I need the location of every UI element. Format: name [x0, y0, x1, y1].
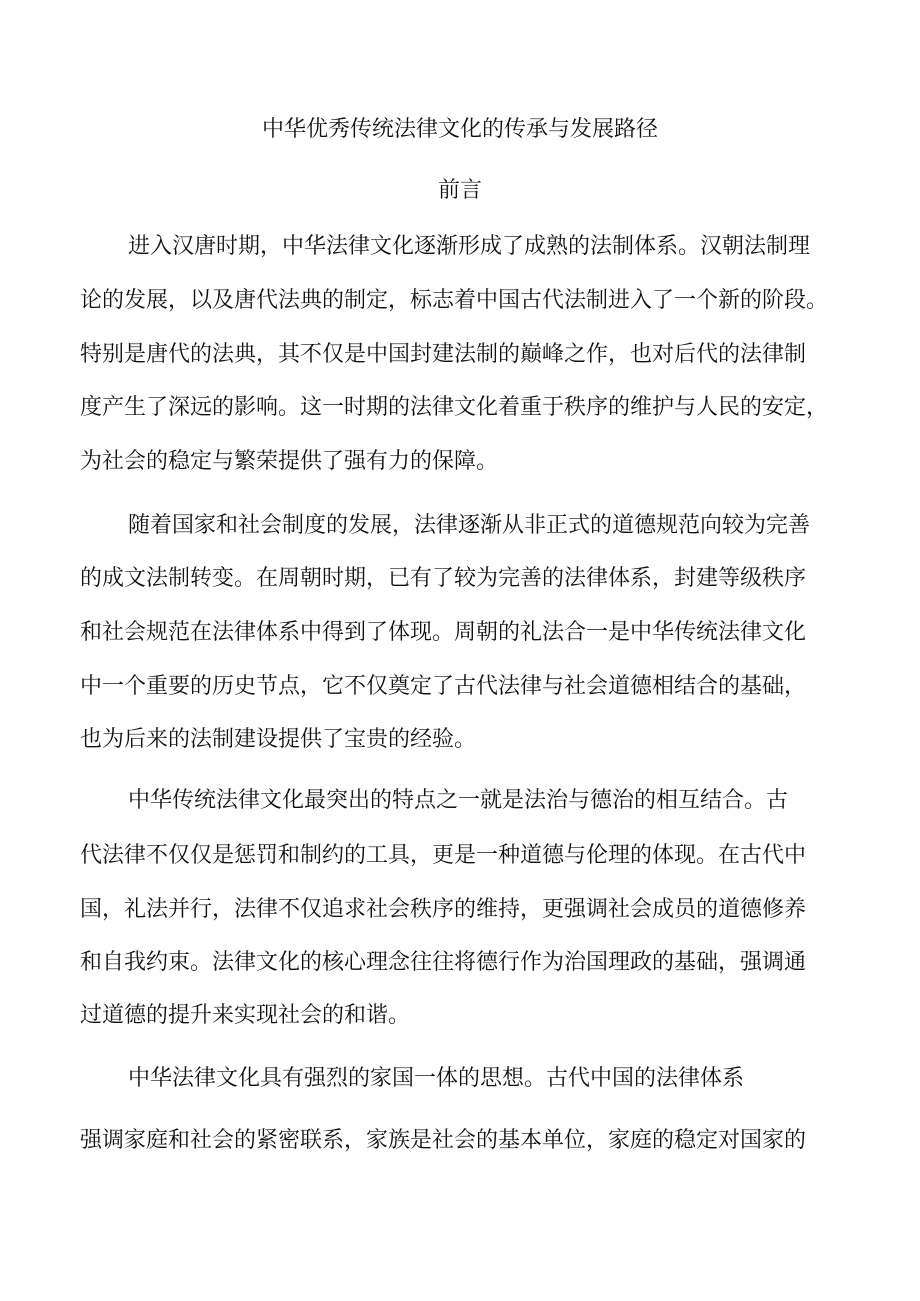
paragraph-line: 国，礼法并行，法律不仅追求社会秩序的维持，更强调社会成员的道德修养 — [80, 897, 807, 922]
paragraph-line: 的成文法制转变。在周朝时期，已有了较为完善的法律体系，封建等级秩序 — [80, 566, 807, 591]
paragraph-line: 度产生了深远的影响。这一时期的法律文化着重于秩序的维护与人民的安定， — [80, 395, 829, 420]
paragraph-line: 和社会规范在法律体系中得到了体现。周朝的礼法合一是中华传统法律文化 — [80, 620, 807, 645]
paragraph-line: 也为后来的法制建设提供了宝贵的经验。 — [80, 727, 477, 752]
section-heading: 前言 — [437, 178, 482, 203]
paragraph-line: 特别是唐代的法典，其不仅是中国封建法制的巅峰之作，也对后代的法律制 — [80, 342, 807, 367]
paragraph-line: 中一个重要的历史节点，它不仅奠定了古代法律与社会道德相结合的基础， — [80, 674, 807, 699]
paragraph-line: 随着国家和社会制度的发展，法律逐渐从非正式的道德规范向较为完善 — [128, 513, 811, 538]
document-title: 中华优秀传统法律文化的传承与发展路径 — [261, 117, 658, 142]
paragraph-line: 中华传统法律文化最突出的特点之一就是法治与德治的相互结合。古 — [128, 788, 789, 813]
paragraph-line: 过道德的提升来实现社会的和谐。 — [80, 1003, 411, 1028]
paragraph-line: 代法律不仅仅是惩罚和制约的工具，更是一种道德与伦理的体现。在古代中 — [80, 843, 807, 868]
paragraph-line: 为社会的稳定与繁荣提供了强有力的保障。 — [80, 449, 499, 474]
paragraph-line: 中华法律文化具有强烈的家国一体的思想。古代中国的法律体系 — [128, 1066, 745, 1091]
paragraph-line: 强调家庭和社会的紧密联系，家族是社会的基本单位，家庭的稳定对国家的 — [80, 1128, 807, 1153]
paragraph-line: 论的发展，以及唐代法典的制定，标志着中国古代法制进入了一个新的阶段。 — [80, 288, 829, 313]
paragraph-line: 进入汉唐时期，中华法律文化逐渐形成了成熟的法制体系。汉朝法制理 — [128, 234, 811, 259]
paragraph-line: 和自我约束。法律文化的核心理念往往将德行作为治国理政的基础，强调通 — [80, 950, 807, 975]
